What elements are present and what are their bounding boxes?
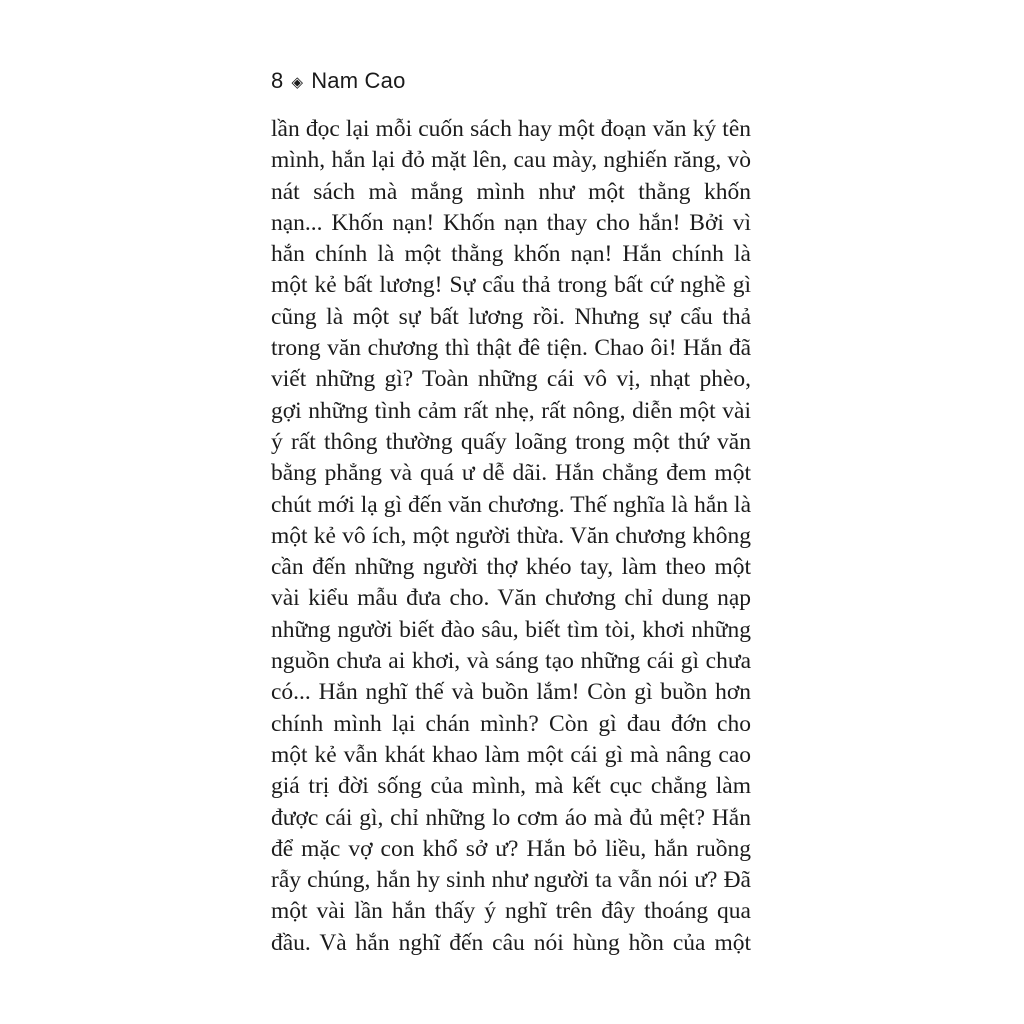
text-line: để mặc vợ con khổ sở ư? Hắn bỏ liều, hắn ruồng <box>271 835 751 862</box>
diamond-ornament-icon: ◈ <box>291 73 304 91</box>
text-line: một kẻ vẫn khát khao làm một cái gì mà nâng cao <box>271 741 751 768</box>
page-header <box>271 68 406 94</box>
text-line: nguồn chưa ai khơi, và sáng tạo những cái gì chưa <box>271 648 751 675</box>
text-line: một vài lần hắn thấy ý nghĩ trên đây thoáng qua <box>271 898 751 925</box>
text-line: giá trị đời sống của mình, mà kết cục chẳng làm <box>271 773 751 800</box>
text-line: đầu. Và hắn nghĩ đến câu nói hùng hồn của một <box>271 929 751 956</box>
text-line: viết những gì? Toàn những cái vô vị, nhạt phèo, <box>271 366 751 393</box>
text-line: nát sách mà mắng mình như một thằng khốn <box>271 178 751 205</box>
text-line: lần đọc lại mỗi cuốn sách hay một đoạn văn ký tên <box>271 116 751 142</box>
text-line: trong văn chương thì thật đê tiện. Chao ôi! Hắn đã <box>271 335 751 362</box>
text-line: nạn... Khốn nạn! Khốn nạn thay cho hắn! Bởi vì <box>271 209 751 236</box>
text-line: ý rất thông thường quấy loãng trong một thứ văn <box>271 428 751 455</box>
text-line: cũng là một sự bất lương rồi. Nhưng sự cẩu thả <box>271 303 751 330</box>
body-text <box>271 114 751 959</box>
text-line: được cái gì, chỉ những lo cơm áo mà đủ mệt? Hắn <box>271 804 751 831</box>
text-line: một kẻ bất lương! Sự cẩu thả trong bất cứ nghề gì <box>271 272 751 299</box>
text-line: rẫy chúng, hắn hy sinh như người ta vẫn nói ư? Đã <box>271 867 751 894</box>
text-line: mình, hắn lại đỏ mặt lên, cau mày, nghiến răng, vò <box>271 147 751 174</box>
text-line: gợi những tình cảm rất nhẹ, rất nông, diễn một vài <box>271 397 751 424</box>
text-line: chính mình lại chán mình? Còn gì đau đớn cho <box>271 710 751 737</box>
text-line: vài kiểu mẫu đưa cho. Văn chương chỉ dung nạp <box>271 585 751 612</box>
text-line: bằng phẳng và quá ư dễ dãi. Hắn chẳng đem một <box>271 460 751 487</box>
text-line: những người biết đào sâu, biết tìm tòi, khơi những <box>271 616 751 643</box>
running-title: Nam Cao <box>311 68 406 93</box>
text-line: có... Hắn nghĩ thế và buồn lắm! Còn gì buồn hơn <box>271 679 751 706</box>
text-line: chút mới lạ gì đến văn chương. Thế nghĩa là hắn là <box>271 491 751 518</box>
text-line: một kẻ vô ích, một người thừa. Văn chương không <box>271 522 751 549</box>
page-number: 8 <box>271 68 284 93</box>
text-line: hắn chính là một thằng khốn nạn! Hắn chính là <box>271 241 751 268</box>
text-line: cần đến những người thợ khéo tay, làm theo một <box>271 554 751 581</box>
